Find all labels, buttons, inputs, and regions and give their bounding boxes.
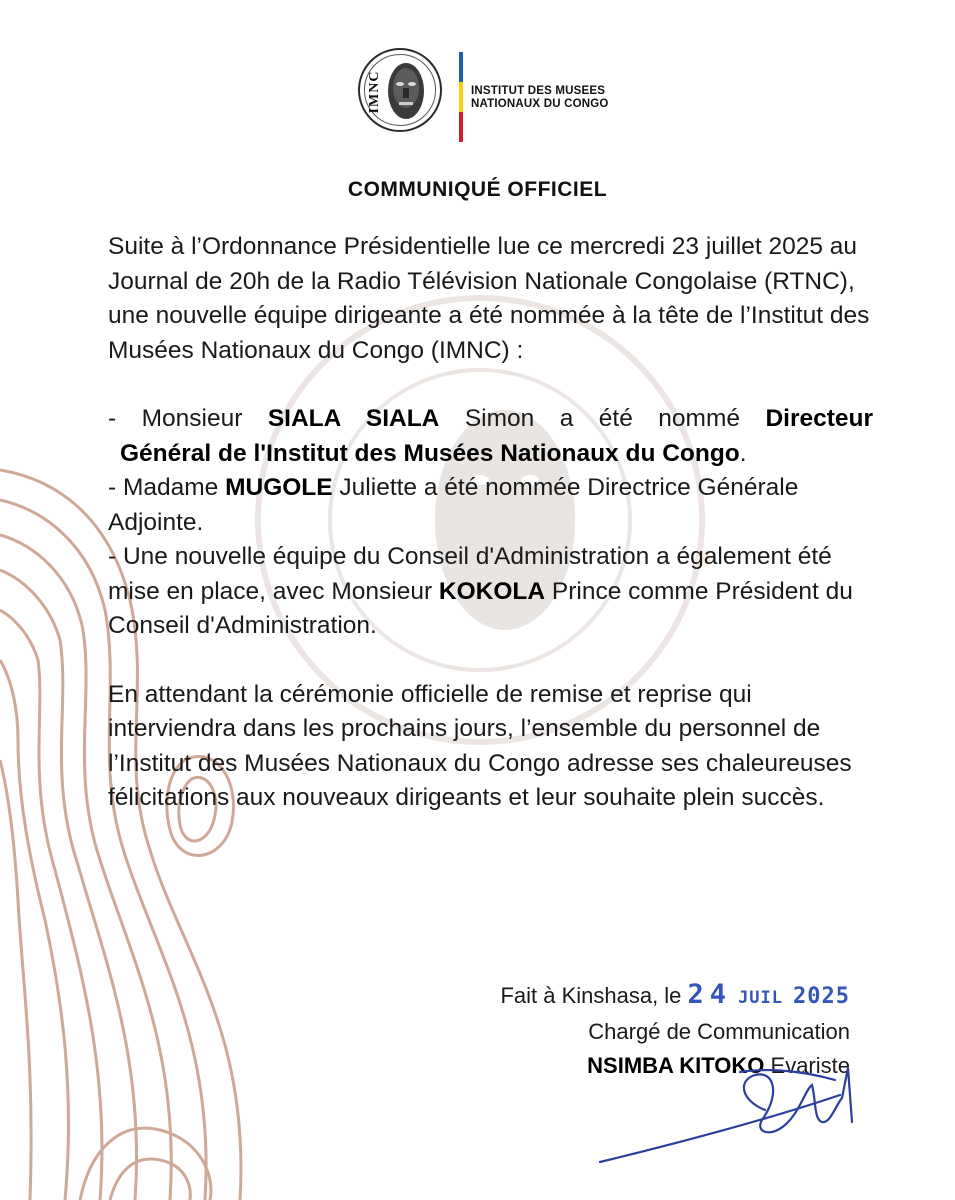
list-item-board: - Une nouvelle équipe du Conseil d'Administration a également été mise en place, avec Monsieur KOKOLA Prince comme Président du Conseil d'Administration.	[108, 543, 853, 639]
document-title: COMMUNIQUÉ OFFICIEL	[347, 178, 608, 201]
intro-paragraph: Suite à l’Ordonnance Présidentielle lue ce mercredi 23 juillet 2025 au Journal de 20h de la Radio Télévision Nationale Congolaise (RTNC), une nouvelle équipe dirigeante a été nommée à la tête de l’Institut des Musées Nationaux du Congo (IMNC) :	[108, 233, 870, 364]
handwritten-signature	[590, 1050, 870, 1180]
document-body	[108, 230, 873, 816]
flag-color-bar	[459, 52, 463, 142]
signatory-role: Chargé de Communication	[588, 1019, 850, 1044]
logo-abbreviation: IMNC	[367, 70, 382, 114]
list-item-director: - Monsieur SIALA SIALA Simon a été nommé Directeur Général de l'Institut des Musées Nationaux du Congo.	[108, 405, 874, 467]
place-date-line: Fait à Kinshasa, le 24 JUIL 2025	[470, 978, 850, 1015]
date-stamp: 24 JUIL 2025	[687, 979, 850, 1010]
board-president-name: KOKOLA	[438, 577, 546, 605]
closing-paragraph: En attendant la cérémonie officielle de remise et reprise qui interviendra dans les prochains jours, l’ensemble du personnel de l’Institut des Musées Nationaux du Congo adresse ses chaleureuses félicitations aux nouveaux dirigeants et leur souhaite plein succès.	[108, 680, 852, 811]
signatory-name: NSIMBA KITOKO Evariste	[587, 1053, 850, 1078]
organization-name: INSTITUT DES MUSEES NATIONAUX DU CONGO	[471, 85, 609, 110]
list-item-deputy-director: - Madame MUGOLE Juliette a été nommée Directrice Générale Adjointe.	[108, 474, 799, 536]
mask-icon	[384, 58, 428, 124]
imnc-logo	[358, 48, 442, 132]
deputy-director-name: MUGOLE	[225, 474, 333, 501]
director-name: SIALA SIALA	[267, 405, 440, 432]
